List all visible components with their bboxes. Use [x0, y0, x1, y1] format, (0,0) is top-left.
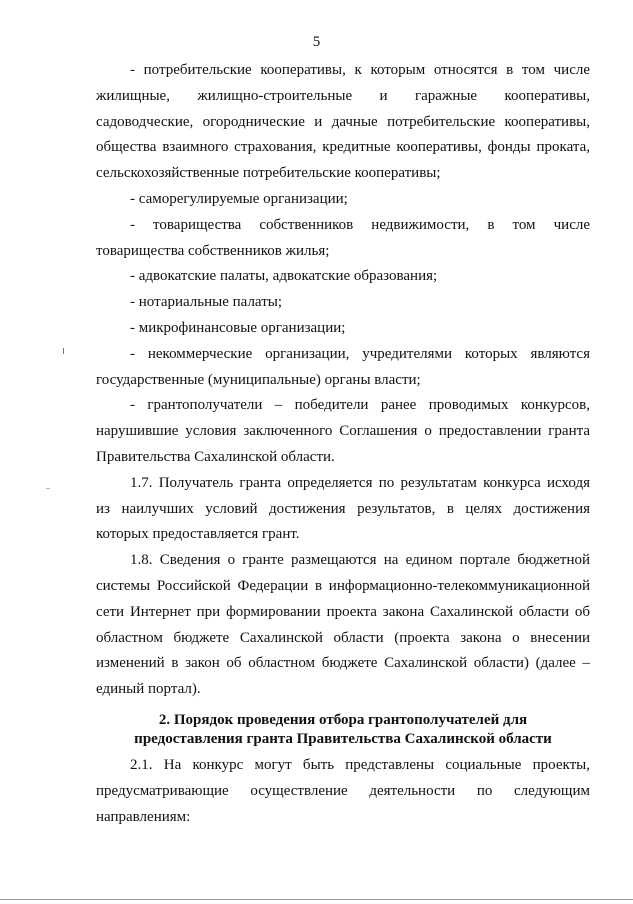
paragraph-microfinance-orgs: - микрофинансовые организации; [130, 319, 346, 336]
page-bottom-edge [0, 899, 633, 900]
paragraph-grant-recipients: - грантополучатели – победители ранее проводимых конкурсов, нарушившие условия заключенного Соглашения о предоставлении гранта Правительства Сахалинской области. [96, 397, 590, 465]
document-body [96, 58, 590, 830]
paragraph-consumer-cooperatives: - потребительские кооперативы, к которым относятся в том числе жилищные, жилищно-строительные и гаражные кооперативы, садоводческие, огороднические и дачные потребительские кооперативы, общества взаимного страхования, кредитные кооперативы, фонды проката, сельскохозяйственные потребительские кооперативы; [96, 62, 590, 182]
paragraph-self-regulatory-orgs: - саморегулируемые организации; [130, 190, 348, 207]
paragraph-bar-associations: - адвокатские палаты, адвокатские образования; [130, 268, 438, 285]
paragraph-notary-chambers: - нотариальные палаты; [130, 294, 282, 311]
paragraph-property-owners-partnerships: - товарищества собственников недвижимости, в том числе товарищества собственников жилья; [96, 216, 590, 259]
scan-speck [46, 488, 50, 489]
paragraph-1-7: 1.7. Получатель гранта определяется по результатам конкурса исходя из наилучших условий достижения результатов, в целях достижения которых предоставляется грант. [96, 474, 590, 543]
section-heading-line-1: 2. Порядок проведения отбора грантополучателей для [158, 711, 528, 728]
page-number: 5 [312, 34, 321, 50]
paragraph-1-8: 1.8. Сведения о гранте размещаются на едином портале бюджетной системы Российской Федерации в информационно-телекоммуникационной сети Интернет при формировании проекта закона Сахалинской области об областном бюджете Сахалинской области (проекта закона о внесении изменений в закон об областном бюджете Сахалинской области) (далее – единый портал). [96, 552, 590, 698]
section-heading [96, 711, 590, 749]
paragraph-nonprofit-orgs: - некоммерческие организации, учредителями которых являются государственные (муниципальные) органы власти; [96, 345, 590, 388]
paragraph-2-1: 2.1. На конкурс могут быть представлены социальные проекты, предусматривающие осуществление деятельности по следующим направлениям: [96, 756, 590, 825]
section-heading-line-2: предоставления гранта Правительства Сахалинской области [134, 730, 552, 747]
scan-speck [63, 348, 64, 354]
